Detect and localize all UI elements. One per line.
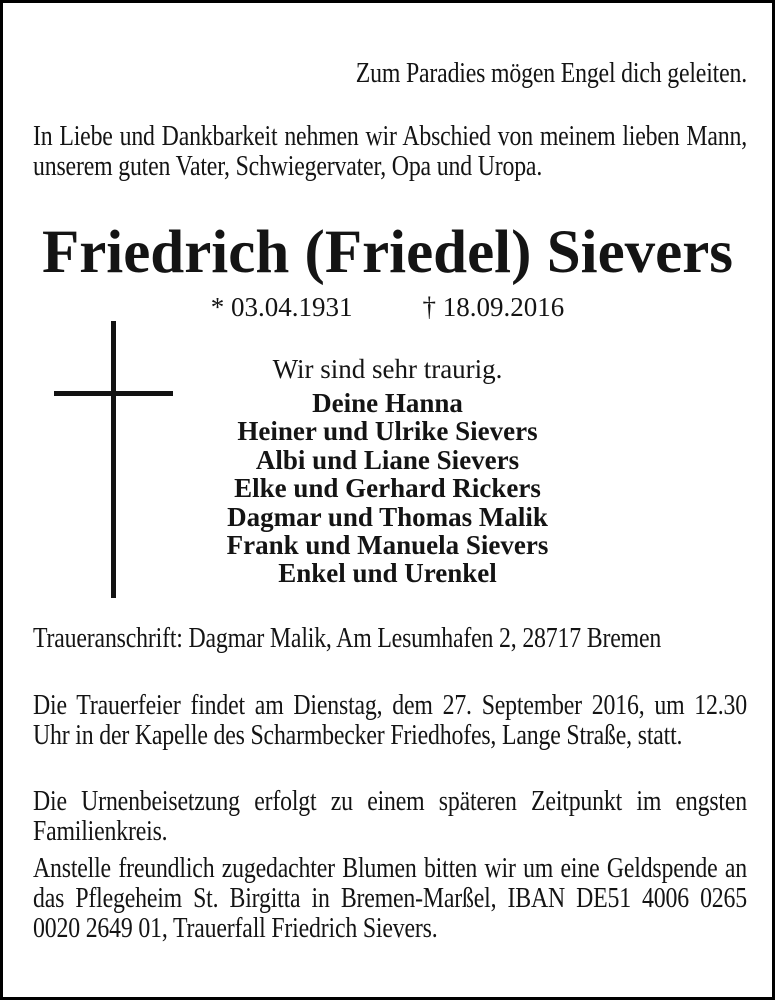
mourner-line: Deine Hanna [312, 388, 463, 418]
mourner-line: Dagmar und Thomas Malik [227, 501, 548, 532]
life-dates [3, 292, 772, 322]
mourner-line: Elke und Gerhard Rickers [234, 473, 541, 504]
epigraph-line: Zum Paradies mögen Engel dich geleiten. [355, 58, 747, 89]
sorrow-line: Wir sind sehr traurig. [272, 354, 503, 384]
deceased-name-title: Friedrich (Friedel) Sievers [41, 219, 734, 286]
mourners-list [3, 389, 772, 588]
donation-paragraph: Anstelle freundlich zugedachter Blumen bitten wir um eine Geldspende an das Pflegeheim St. Birgitta in Bremen-Marßel, IBAN DE51 4006 0265 0020 2649 01, Trauerfall Friedrich Sievers. [33, 853, 747, 944]
funeral-service-paragraph: Die Trauerfeier findet am Dienstag, dem 27. September 2016, um 12.30 Uhr in der Kapelle des Scharmbecker Friedhofes, Lange Straße, statt. [33, 690, 747, 751]
mourning-address-line: Traueranschrift: Dagmar Malik, Am Lesumhafen 2, 28717 Bremen [33, 623, 662, 654]
death-date: † 18.09.2016 [422, 292, 565, 322]
mourner-line: Frank und Manuela Sievers [226, 530, 549, 561]
urn-burial-paragraph: Die Urnenbeisetzung erfolgt zu einem späteren Zeitpunkt im engsten Familienkreis. [33, 786, 747, 847]
mourner-line: Enkel und Urenkel [278, 558, 497, 589]
birth-date: * 03.04.1931 [210, 292, 353, 322]
intro-paragraph: In Liebe und Dankbarkeit nehmen wir Abschied von meinem lieben Mann, unserem guten Vater, Schwiegervater, Opa und Uropa. [33, 121, 747, 182]
mourner-line: Albi und Liane Sievers [255, 444, 520, 475]
mourner-line: Heiner und Ulrike Sievers [237, 416, 538, 447]
